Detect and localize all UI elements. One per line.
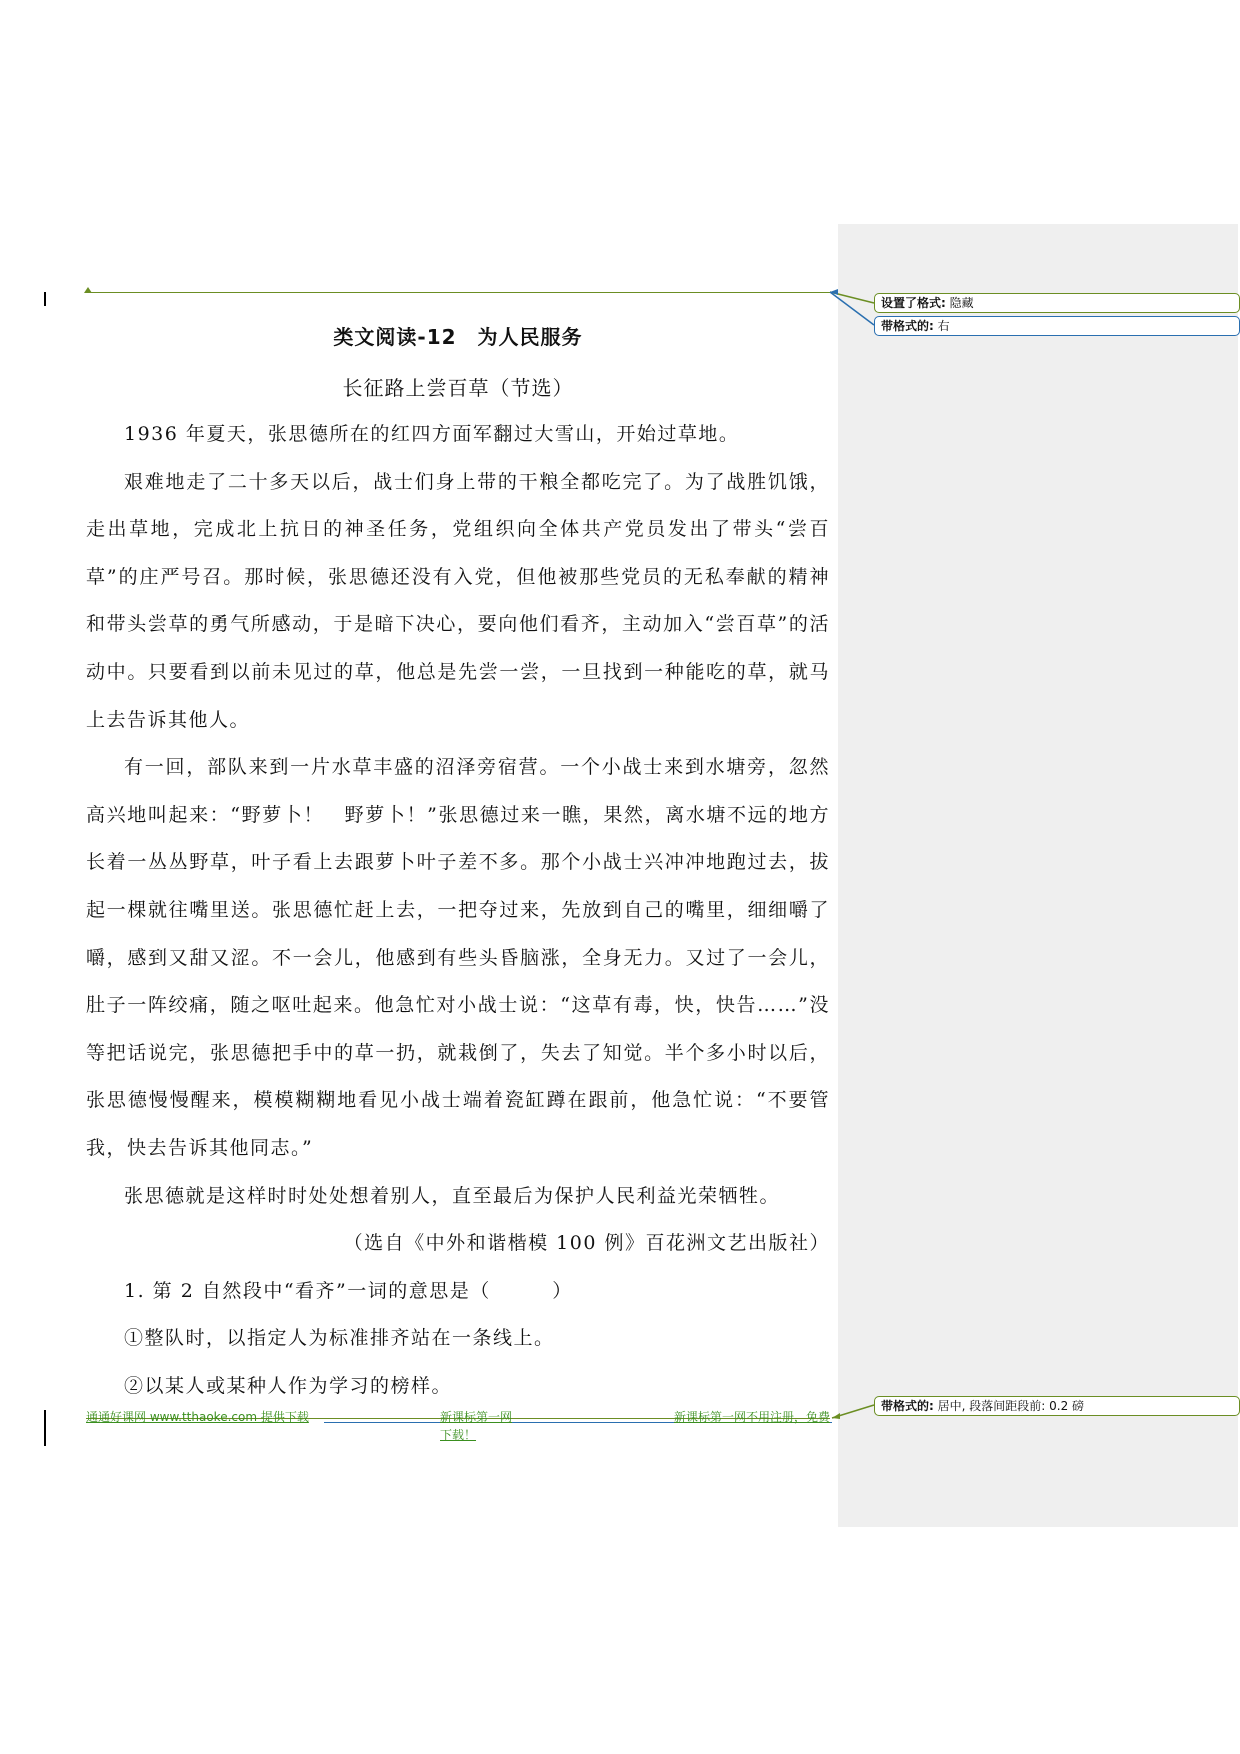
format-comment-3[interactable] bbox=[874, 1396, 1240, 1416]
paragraph-2: 艰难地走了二十多天以后，战士们身上带的干粮全都吃完了。为了战胜饥饿，走出草地，完成北上抗日的神圣任务，党组织向全体共产党员发出了带头“尝百草”的庄严号召。那时候，张思德还没有入党，但他被那些党员的无私奉献的精神和带头尝草的勇气所感动，于是暗下决心，要向他们看齐，主动加入“尝百草”的活动中。只要看到以前未见过的草，他总是先尝一尝，一旦找到一种能吃的草，就马上去告诉其他人。 bbox=[86, 470, 830, 731]
footer-left-link[interactable]: 通通好课网 www.tthaoke.com 提供下载 bbox=[86, 1410, 309, 1424]
paragraph-4: 张思德就是这样时时处处想着别人，直至最后为保护人民利益光荣牺牲。 bbox=[124, 1184, 781, 1207]
comment-2-label: 带格式的: bbox=[881, 319, 934, 333]
document-title: 类文阅读-12 为人民服务 bbox=[333, 325, 583, 349]
comment-1-value: 隐藏 bbox=[949, 296, 974, 310]
paragraph-1: 1936 年夏天，张思德所在的红四方面军翻过大雪山，开始过草地。 bbox=[124, 423, 740, 445]
paragraph-3: 有一回，部队来到一片水草丰盛的沼泽旁宿营。一个小战士来到水塘旁，忽然高兴地叫起来：“野萝卜！ 野萝卜！”张思德过来一瞧，果然，离水塘不远的地方长着一丛丛野草，叶子看上去跟萝卜叶子差不多。那个小战士兴冲冲地跑过去，拔起一棵就往嘴里送。张思德忙赶上去，一把夺过来，先放到自己的嘴里，细细嚼了嚼，感到又甜又涩。不一会儿，他感到有些头昏脑涨，全身无力。又过了一会儿，肚子一阵绞痛，随之呕吐起来。他急忙对小战士说：“这草有毒，快，快告……”没等把话说完，张思德把手中的草一扔，就栽倒了，失去了知觉。半个多小时以后，张思德慢慢醒来，模模糊糊地看见小战士端着瓷缸蹲在跟前，他急忙说：“不要管我，快去告诉其他同志。” bbox=[86, 756, 830, 1159]
comment-3-value: 居中, 段落间距段前: 0.2 磅 bbox=[937, 1399, 1085, 1413]
comment-1-label: 设置了格式: bbox=[881, 296, 946, 310]
option-2: ②以某人或某种人作为学习的榜样。 bbox=[124, 1374, 453, 1397]
comment-2-value: 右 bbox=[937, 319, 950, 333]
connector-arrow-2 bbox=[832, 1413, 840, 1419]
source-citation: （选自《中外和谐楷模 100 例》百花洲文艺出版社） bbox=[343, 1232, 830, 1255]
format-comment-2[interactable] bbox=[874, 316, 1240, 336]
comment-3-label: 带格式的: bbox=[881, 1399, 934, 1413]
format-comment-1[interactable] bbox=[874, 293, 1240, 313]
footer-middle-link-1[interactable]: 新课标第一网 bbox=[440, 1410, 513, 1424]
footer-right-link[interactable]: 新课标第一网不用注册，免费 bbox=[673, 1410, 830, 1424]
document-subtitle: 长征路上尝百草（节选） bbox=[342, 376, 574, 400]
footer-middle-link-2[interactable]: 下载！ bbox=[440, 1428, 477, 1442]
option-1: ①整队时，以指定人为标准排齐站在一条线上。 bbox=[124, 1327, 555, 1350]
question-1: 1. 第 2 自然段中“看齐”一词的意思是（ ） bbox=[124, 1279, 573, 1302]
